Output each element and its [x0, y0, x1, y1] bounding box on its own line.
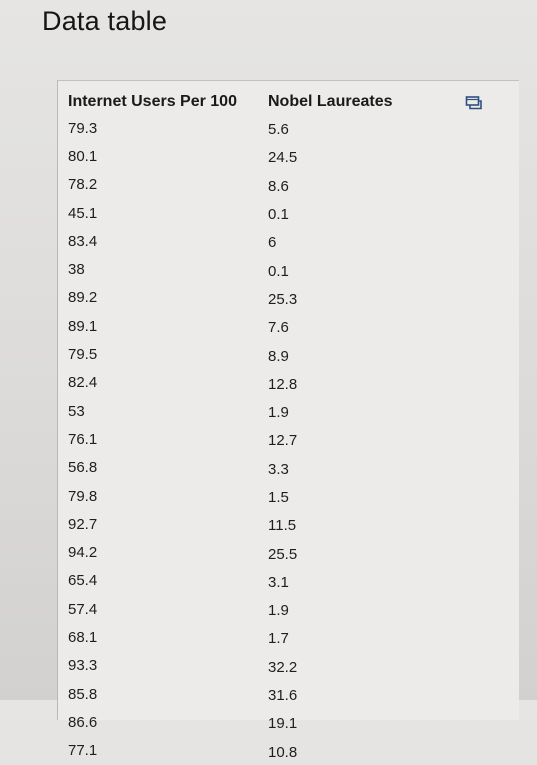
table-row — [66, 708, 428, 736]
page-title: Data table — [42, 6, 168, 36]
cell-internet-users: 89.2 — [68, 289, 98, 307]
cell-nobel-laureates: 10.8 — [268, 743, 298, 761]
table-row — [66, 538, 428, 566]
cell-nobel-laureates: 5.6 — [268, 121, 289, 139]
cell-internet-users: 78.2 — [68, 176, 98, 194]
table-row — [66, 397, 428, 425]
table-row — [66, 567, 428, 595]
cell-internet-users: 57.4 — [68, 600, 98, 618]
cell-nobel-laureates: 6 — [268, 234, 277, 252]
table-row — [66, 284, 428, 312]
cell-internet-users: 68.1 — [68, 628, 98, 646]
cell-nobel-laureates: 31.6 — [268, 687, 298, 705]
table-row — [66, 142, 428, 170]
table-header-row — [66, 89, 428, 114]
cell-internet-users: 86.6 — [68, 713, 98, 731]
cell-internet-users: 93.3 — [68, 657, 98, 675]
table-row — [66, 171, 428, 199]
table-row — [66, 255, 428, 283]
cell-internet-users: 53 — [68, 402, 85, 420]
table-row — [66, 510, 428, 538]
table-body — [66, 114, 428, 765]
cell-nobel-laureates: 24.5 — [268, 149, 298, 167]
cell-nobel-laureates: 19.1 — [268, 715, 298, 733]
cell-nobel-laureates: 1.7 — [268, 630, 289, 648]
cell-internet-users: 79.3 — [68, 119, 98, 137]
table-row — [66, 425, 428, 453]
cell-internet-users: 77.1 — [68, 742, 98, 760]
cell-internet-users: 79.5 — [68, 346, 98, 364]
cell-internet-users: 76.1 — [68, 430, 98, 448]
table-row — [66, 199, 428, 227]
cell-internet-users: 45.1 — [68, 204, 98, 222]
cell-internet-users: 83.4 — [68, 232, 98, 250]
cell-nobel-laureates: 3.1 — [268, 573, 289, 591]
cell-internet-users: 82.4 — [68, 374, 98, 392]
column-header-nobel-laureates: Nobel Laureates — [268, 92, 393, 110]
cell-nobel-laureates: 8.6 — [268, 177, 289, 195]
cell-nobel-laureates: 12.8 — [268, 375, 298, 393]
table-row — [66, 737, 428, 765]
cell-internet-users: 89.1 — [68, 317, 98, 335]
cell-nobel-laureates: 11.5 — [268, 517, 297, 535]
table-row — [66, 482, 428, 510]
cell-internet-users: 94.2 — [68, 544, 98, 562]
cell-internet-users: 65.4 — [68, 572, 98, 590]
column-header-internet-users: Internet Users Per 100 — [68, 92, 237, 110]
table-row — [66, 454, 428, 482]
table-row — [66, 623, 428, 651]
cell-internet-users: 79.8 — [68, 487, 98, 505]
cell-nobel-laureates: 3.3 — [268, 460, 289, 478]
copy-button[interactable] — [465, 95, 483, 111]
cell-nobel-laureates: 12.7 — [268, 432, 298, 450]
cell-nobel-laureates: 25.3 — [268, 290, 298, 308]
table-row — [66, 652, 428, 680]
cell-internet-users: 80.1 — [68, 147, 98, 165]
cell-nobel-laureates: 8.9 — [268, 347, 289, 365]
cell-nobel-laureates: 25.5 — [268, 545, 298, 563]
cell-nobel-laureates: 1.5 — [268, 489, 289, 506]
cell-nobel-laureates: 1.9 — [268, 404, 289, 422]
table-row — [66, 340, 428, 368]
table-row — [66, 114, 428, 142]
cell-internet-users: 38 — [68, 261, 85, 279]
cell-internet-users: 56.8 — [68, 459, 98, 477]
table-row — [66, 680, 428, 708]
cell-nobel-laureates: 0.1 — [268, 262, 289, 280]
cell-nobel-laureates: 1.9 — [268, 602, 289, 620]
table-row — [66, 369, 428, 397]
table-row — [66, 595, 428, 623]
table-row — [66, 227, 428, 255]
cell-nobel-laureates: 32.2 — [268, 658, 298, 676]
copy-icon — [465, 95, 483, 111]
cell-internet-users: 85.8 — [68, 685, 98, 703]
table-row — [66, 312, 428, 340]
cell-nobel-laureates: 7.6 — [268, 319, 289, 337]
data-table — [66, 89, 428, 765]
cell-nobel-laureates: 0.1 — [268, 206, 289, 224]
cell-internet-users: 92.7 — [68, 515, 98, 533]
